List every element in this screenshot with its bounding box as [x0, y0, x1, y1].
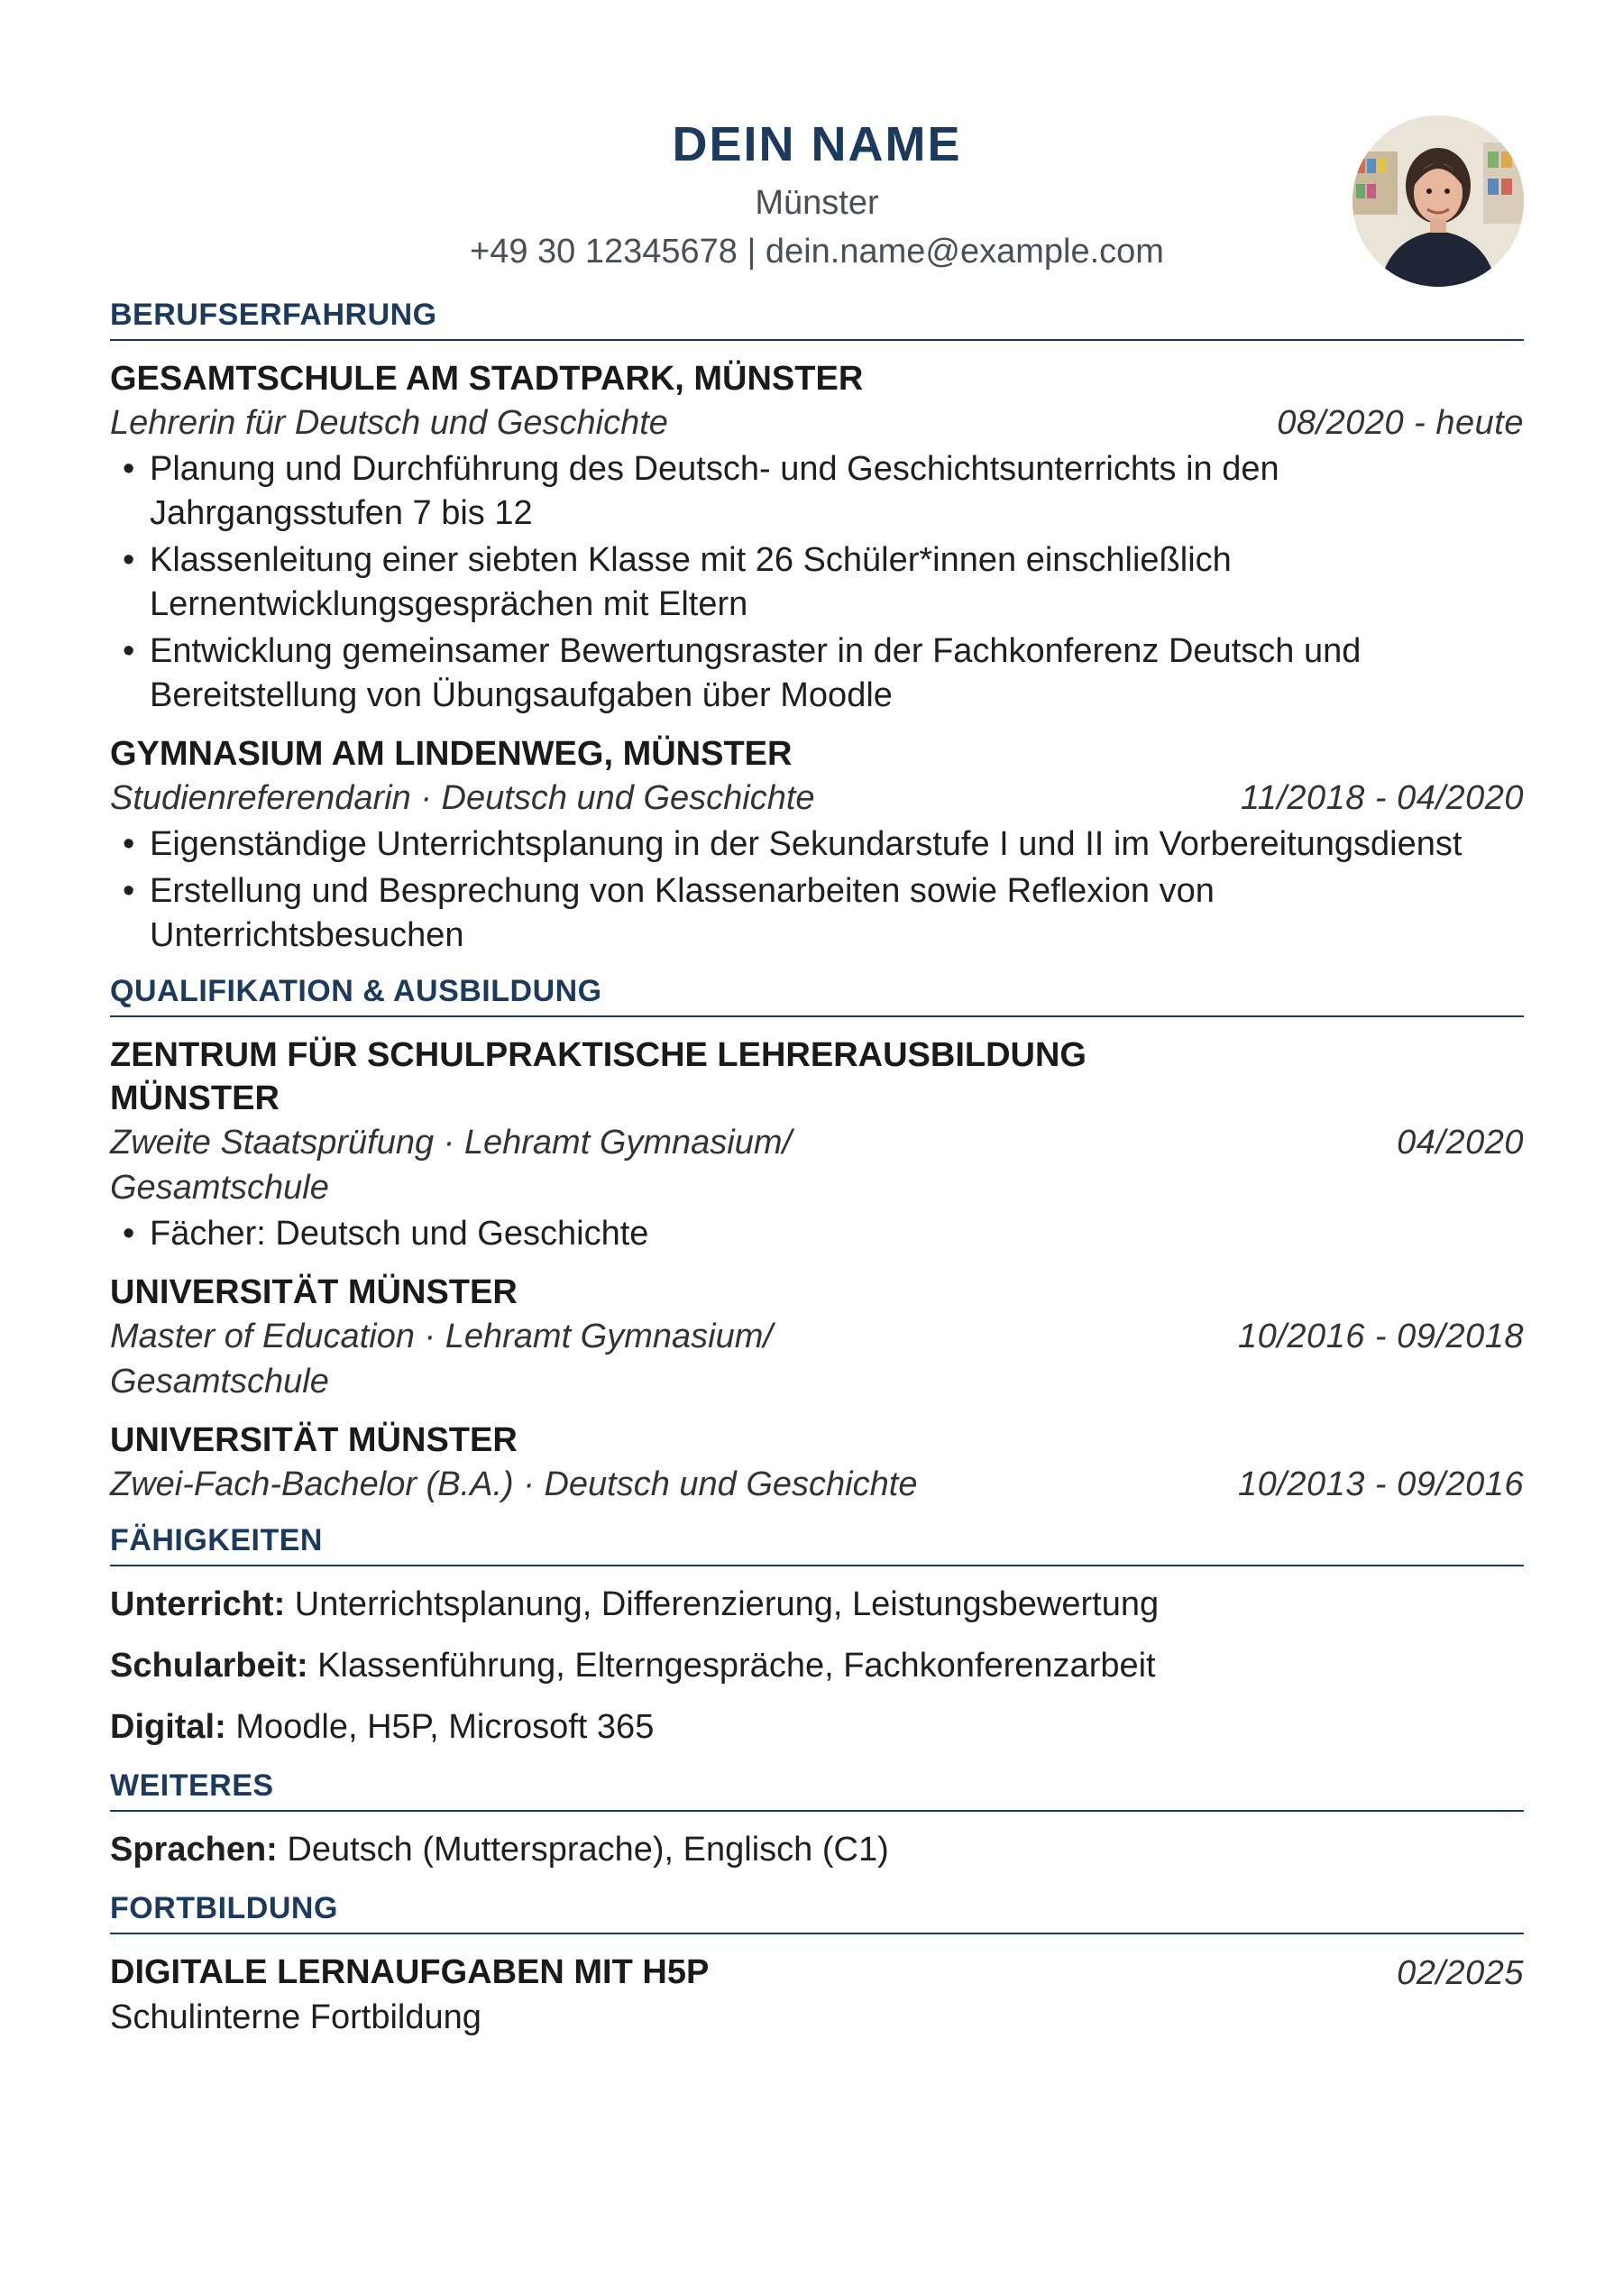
entry-organization: UNIVERSITÄT MÜNSTER [110, 1273, 518, 1311]
skill-line [110, 1705, 1524, 1749]
training-title: DIGITALE LERNAUFGABEN MIT H5P [110, 1953, 710, 1991]
training-row [110, 1951, 1524, 1996]
entry-bullets [110, 822, 1524, 958]
section-title-experience: BERUFSERFAHRUNG [110, 296, 1524, 341]
bullet-item: • Erstellung und Besprechung von Klassenarbeiten sowie Reflexion von Unterrichtsbesuchen [150, 869, 1524, 958]
skill-value: Unterrichtsplanung, Differenzierung, Leistungsbewertung [294, 1585, 1160, 1623]
profile-photo-image [1352, 115, 1524, 287]
entry-organization: GESAMTSCHULE AM STADTPARK, MÜNSTER [110, 360, 864, 398]
entry-date: 11/2018 - 04/2020 [1240, 779, 1524, 817]
entry-role-row [110, 400, 1524, 445]
entry-role: Lehrerin für Deutsch und Geschichte [110, 404, 668, 442]
section-more [110, 1767, 1524, 1871]
entry-date: 10/2013 - 09/2016 [1238, 1465, 1524, 1503]
training-date: 02/2025 [1397, 1954, 1524, 1992]
language-line [110, 1828, 1524, 1871]
entry-date: 10/2016 - 09/2018 [1238, 1318, 1524, 1355]
entry-bullets [110, 1212, 1524, 1256]
education-entry [110, 1271, 1524, 1404]
entry-role: Master of Education · Lehramt Gymnasium/ Gesamtschule [110, 1318, 773, 1401]
entry-organization: GYMNASIUM AM LINDENWEG, MÜNSTER [110, 735, 793, 773]
skill-line [110, 1644, 1524, 1687]
entry-bullets [110, 447, 1524, 718]
person-city: Münster [755, 184, 879, 222]
resume-content [110, 106, 1524, 2053]
experience-entry [110, 357, 1524, 718]
entry-role: Zwei-Fach-Bachelor (B.A.) · Deutsch und Geschichte [110, 1465, 918, 1503]
training-description: Schulinterne Fortbildung [110, 1998, 481, 2036]
entry-role: Zweite Staatsprüfung · Lehramt Gymnasium/ Gesamtschule [110, 1124, 793, 1207]
entry-role-row [110, 1462, 1524, 1507]
entry-organization: ZENTRUM FÜR SCHULPRAKTISCHE LEHRERAUSBILDUNG MÜNSTER [110, 1036, 1087, 1117]
contact-line: +49 30 12345678 | dein.name@example.com [470, 233, 1164, 271]
language-value: Deutsch (Muttersprache), Englisch (C1) [287, 1831, 889, 1869]
section-title-more: WEITERES [110, 1767, 1524, 1812]
language-label: Sprachen: [110, 1831, 278, 1869]
section-skills [110, 1521, 1524, 1749]
entry-role-row [110, 1314, 1524, 1404]
training-entry [110, 1951, 1524, 2039]
entry-date: 08/2020 - heute [1277, 404, 1524, 442]
entry-date: 04/2020 [1397, 1124, 1524, 1162]
education-entry [110, 1419, 1524, 1507]
bullet-item: • Planung und Durchführung des Deutsch- und Geschichtsunterrichts in den Jahrgangsstufen 7 bis 12 [150, 447, 1524, 536]
skill-value: Moodle, H5P, Microsoft 365 [235, 1708, 655, 1746]
education-entry [110, 1033, 1524, 1256]
section-training [110, 1889, 1524, 2039]
person-name: DEIN NAME [672, 117, 962, 171]
skill-line [110, 1583, 1524, 1626]
experience-entry [110, 732, 1524, 958]
skill-label: Unterricht: [110, 1585, 286, 1623]
section-experience [110, 296, 1524, 958]
entry-role-row [110, 1120, 1524, 1210]
bullet-item: • Entwicklung gemeinsamer Bewertungsraster in der Fachkonferenz Deutsch und Bereitstellung von Übungsaufgaben über Moodle [150, 629, 1524, 718]
profile-photo [1352, 115, 1524, 287]
section-education [110, 972, 1524, 1507]
bullet-item: • Fächer: Deutsch und Geschichte [150, 1212, 1524, 1256]
section-title-skills: FÄHIGKEITEN [110, 1521, 1524, 1566]
skill-label: Schularbeit: [110, 1647, 308, 1685]
entry-role: Studienreferendarin · Deutsch und Geschichte [110, 779, 815, 817]
skill-value: Klassenführung, Elterngespräche, Fachkonferenzarbeit [317, 1647, 1156, 1685]
entry-organization: UNIVERSITÄT MÜNSTER [110, 1421, 518, 1459]
section-title-education: QUALIFIKATION & AUSBILDUNG [110, 972, 1524, 1017]
bullet-item: • Klassenleitung einer siebten Klasse mit 26 Schüler*innen einschließlich Lernentwicklungsgesprächen mit Eltern [150, 538, 1524, 627]
resume-header [110, 115, 1524, 296]
skill-label: Digital: [110, 1708, 226, 1746]
section-title-training: FORTBILDUNG [110, 1889, 1524, 1934]
entry-role-row [110, 776, 1524, 821]
bullet-item: • Eigenständige Unterrichtsplanung in der Sekundarstufe I und II im Vorbereitungsdienst [150, 822, 1524, 867]
